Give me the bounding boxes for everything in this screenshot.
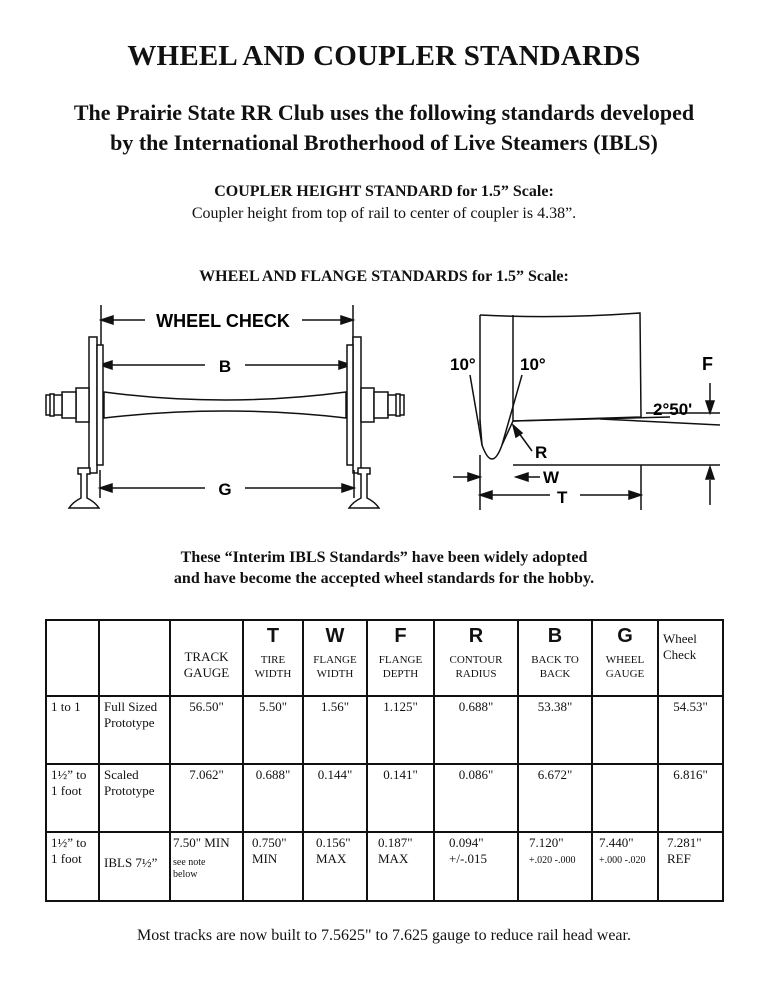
header-wheel-check: Wheel Check — [658, 620, 723, 696]
symbol-w: W — [325, 625, 345, 647]
wheel-profile-diagram — [440, 305, 730, 515]
row-scale: 1½” to 1 foot — [46, 764, 99, 832]
g-label: G — [218, 480, 232, 499]
angle-right-label: 10° — [520, 355, 546, 374]
footnote: Most tracks are now built to 7.5625" to 7.625 gauge to reduce rail head wear. — [137, 927, 631, 944]
coupler-text: Coupler height from top of rail to center of coupler is 4.38”. — [191, 205, 577, 222]
b-label: B — [218, 357, 232, 376]
cell-track-gauge: 7.50" MIN see note below — [170, 832, 243, 901]
cell-contour-radius: 0.086" — [434, 764, 518, 832]
row-type: Scaled Prototype — [99, 764, 170, 832]
wheelset-diagram — [40, 300, 410, 520]
wheel-check-label: WHEEL CHECK — [156, 311, 290, 331]
cell-track-gauge: 7.062" — [170, 764, 243, 832]
cell-back-to-back: 53.38" — [518, 696, 592, 764]
cell-flange-depth: 1.125" — [367, 696, 434, 764]
intro-line-1: The Prairie State RR Club uses the following standards developed — [73, 100, 695, 125]
cell-tire-width: 0.688" — [243, 764, 303, 832]
header-flange-depth: F FLANGE DEPTH — [367, 620, 434, 696]
header-tire-width: T TIRE WIDTH — [243, 620, 303, 696]
symbol-f: F — [394, 625, 407, 647]
cell-wheel-gauge: 7.440" +.000 -.020 — [592, 832, 658, 901]
cell-wheel-check: 6.816" — [658, 764, 723, 832]
header-track-gauge: TRACK GAUGE — [170, 620, 243, 696]
adoption-line-2: and have become the accepted wheel standards for the hobby. — [173, 570, 595, 587]
header-flange-width: W FLANGE WIDTH — [303, 620, 367, 696]
row-scale: 1 to 1 — [46, 696, 99, 764]
cell-track-gauge: 56.50" — [170, 696, 243, 764]
angle-left-label: 10° — [450, 355, 476, 374]
w-label: W — [543, 468, 560, 487]
cell-flange-width: 1.56" — [303, 696, 367, 764]
cell-flange-depth: 0.141" — [367, 764, 434, 832]
f-label: F — [702, 354, 713, 374]
header-type — [99, 620, 170, 696]
header-row — [46, 620, 723, 696]
symbol-b: B — [547, 625, 563, 647]
symbol-r: R — [468, 625, 484, 647]
row-type: Full Sized Prototype — [99, 696, 170, 764]
adoption-line-1: These “Interim IBLS Standards” have been widely adopted — [180, 549, 588, 566]
cell-tire-width: 0.750" MIN — [243, 832, 303, 901]
symbol-g: G — [617, 625, 633, 647]
header-wheel-gauge: G WHEEL GAUGE — [592, 620, 658, 696]
intro-line-2: by the International Brotherhood of Live Steamers (IBLS) — [110, 130, 658, 155]
cell-contour-radius: 0.688" — [434, 696, 518, 764]
row-type: IBLS 7½” — [99, 832, 170, 901]
header-contour-radius: R CONTOUR RADIUS — [434, 620, 518, 696]
flange-angle-label: 2°50' — [653, 400, 693, 419]
cell-wheel-gauge — [592, 696, 658, 764]
cell-flange-width: 0.144" — [303, 764, 367, 832]
coupler-heading: COUPLER HEIGHT STANDARD for 1.5” Scale: — [214, 183, 554, 200]
adoption-note — [0, 547, 768, 589]
cell-wheel-check: 54.53" — [658, 696, 723, 764]
standards-table — [45, 619, 724, 902]
r-label: R — [535, 443, 548, 462]
symbol-t: T — [266, 625, 280, 647]
cell-wheel-check: 7.281" REF — [658, 832, 723, 901]
header-back-to-back: B BACK TO BACK — [518, 620, 592, 696]
header-scale — [46, 620, 99, 696]
t-label: T — [557, 488, 568, 507]
table-row — [46, 696, 723, 764]
cell-flange-depth: 0.187" MAX — [367, 832, 434, 901]
intro-text — [0, 98, 768, 158]
cell-back-to-back: 7.120" +.020 -.000 — [518, 832, 592, 901]
cell-flange-width: 0.156" MAX — [303, 832, 367, 901]
table-row — [46, 832, 723, 901]
table-row — [46, 764, 723, 832]
cell-contour-radius: 0.094" +/-.015 — [434, 832, 518, 901]
row-scale: 1½” to 1 foot — [46, 832, 99, 901]
wheel-flange-heading: WHEEL AND FLANGE STANDARDS for 1.5” Scale: — [199, 268, 569, 285]
cell-back-to-back: 6.672" — [518, 764, 592, 832]
cell-tire-width: 5.50" — [243, 696, 303, 764]
cell-wheel-gauge — [592, 764, 658, 832]
page-title: WHEEL AND COUPLER STANDARDS — [127, 40, 641, 72]
